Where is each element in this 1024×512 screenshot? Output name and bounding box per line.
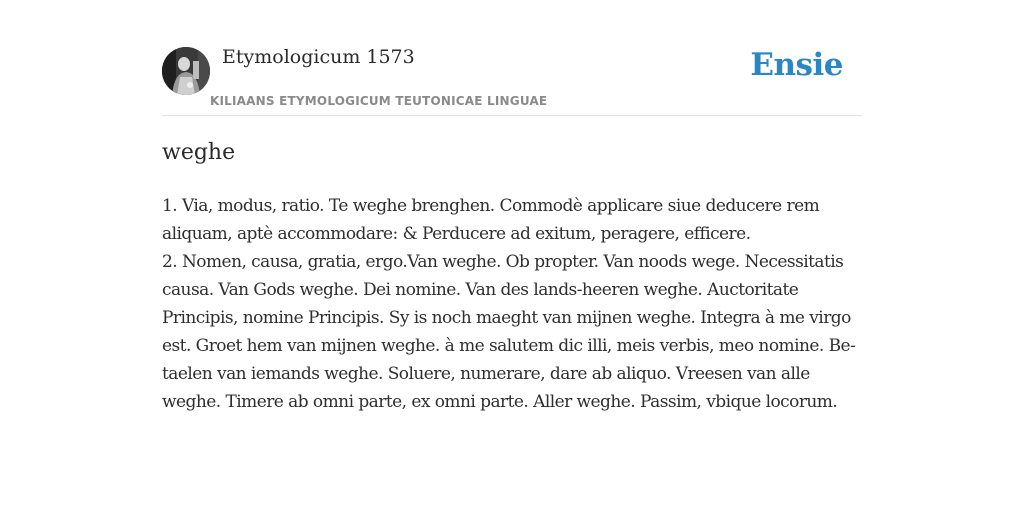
entry-card	[162, 0, 862, 512]
definition-body	[162, 192, 862, 416]
sense-2: 2. Nomen, causa, gratia, ergo.Van weghe. Ob propter. Van noods wege. Necessitatis causa. Van Gods weghe. Dei nomine. Van des lands-heeren weghe. Auctoritate Principis, nomine Principis. Sy is noch maeght van mijnen weghe. Integra à me virgo est. Groet hem van mijnen weghe. à me salutem dic illi, meis verbis, meo nomine. Be-taelen van iemands weghe. Soluere, numerare, dare ab aliquo. Vreesen van alle weghe. Timere ab omni parte, ex omni parte. Aller weghe. Passim, vbique locorum.	[162, 252, 856, 412]
sense-1: 1. Via, modus, ratio. Te weghe brenghen. Commodè applicare siue deducere rem aliquam, aptè accommodare: & Perducere ad exitum, peragere, efficere.	[162, 196, 820, 244]
source-title[interactable]: Etymologicum 1573	[222, 46, 415, 68]
portrait-engraving-icon[interactable]	[162, 47, 210, 95]
brand-logo-link[interactable]: Ensie	[750, 47, 843, 83]
headword: weghe	[162, 140, 236, 165]
source-header	[162, 0, 862, 116]
source-subtitle: KILIAANS ETYMOLOGICUM TEUTONICAE LINGUAE	[210, 94, 548, 108]
